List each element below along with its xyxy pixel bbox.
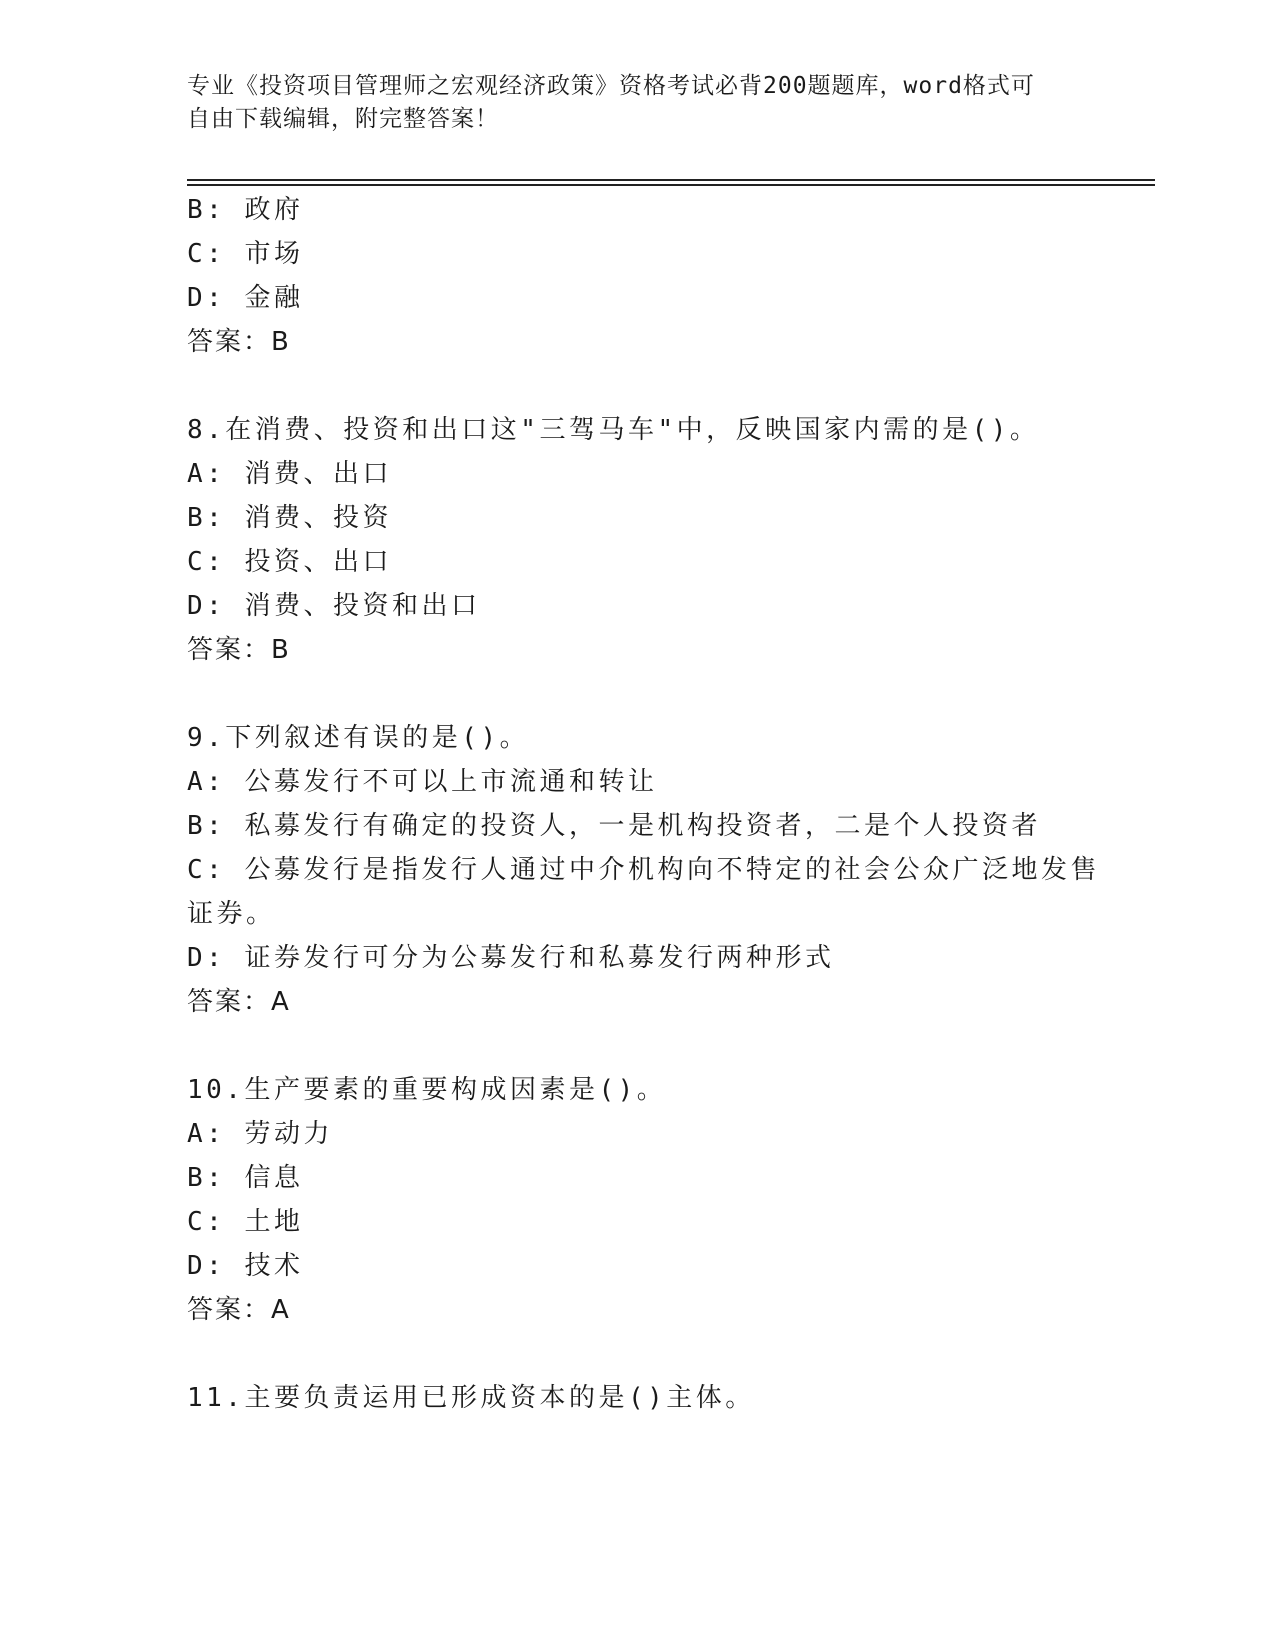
q11-question: 11.主要负责运用已形成资本的是()主体。: [187, 1383, 755, 1413]
q10-option-c: C: 土地: [187, 1207, 304, 1237]
q10-option-d: D: 技术: [187, 1251, 304, 1281]
q9-option-d: D: 证券发行可分为公募发行和私募发行两种形式: [187, 943, 835, 973]
q9-option-c-continued: 证券。: [187, 899, 276, 929]
q8-answer: 答案：B: [187, 635, 291, 665]
header-title-line-2: 自由下载编辑，附完整答案！: [187, 106, 499, 132]
q9-answer: 答案：A: [187, 987, 291, 1017]
q7-option-d: D: 金融: [187, 283, 304, 313]
q7-answer: 答案：B: [187, 327, 291, 357]
q8-option-a: A: 消费、出口: [187, 459, 392, 489]
q10-answer: 答案：A: [187, 1295, 291, 1325]
document-header: [187, 70, 1067, 136]
q9-option-b: B: 私募发行有确定的投资人，一是机构投资者，二是个人投资者: [187, 811, 1041, 841]
q8-option-d: D: 消费、投资和出口: [187, 591, 481, 621]
q10-question: 10.生产要素的重要构成因素是()。: [187, 1075, 667, 1105]
q8-option-c: C: 投资、出口: [187, 547, 392, 577]
q8-question: 8.在消费、投资和出口这"三驾马车"中，反映国家内需的是()。: [187, 415, 1040, 445]
header-divider-top: [187, 179, 1155, 181]
q10-option-b: B: 信息: [187, 1163, 304, 1193]
q7-option-b: B: 政府: [187, 195, 304, 225]
q9-option-a: A: 公募发行不可以上市流通和转让: [187, 767, 658, 797]
header-divider-bottom: [187, 184, 1155, 186]
q9-option-c: C: 公募发行是指发行人通过中介机构向不特定的社会公众广泛地发售: [187, 855, 1100, 885]
q7-option-c: C: 市场: [187, 239, 304, 269]
q8-option-b: B: 消费、投资: [187, 503, 392, 533]
header-title-line-1: 专业《投资项目管理师之宏观经济政策》资格考试必背200题题库，word格式可: [187, 73, 1035, 99]
q9-question: 9.下列叙述有误的是()。: [187, 723, 530, 753]
q10-option-a: A: 劳动力: [187, 1119, 333, 1149]
